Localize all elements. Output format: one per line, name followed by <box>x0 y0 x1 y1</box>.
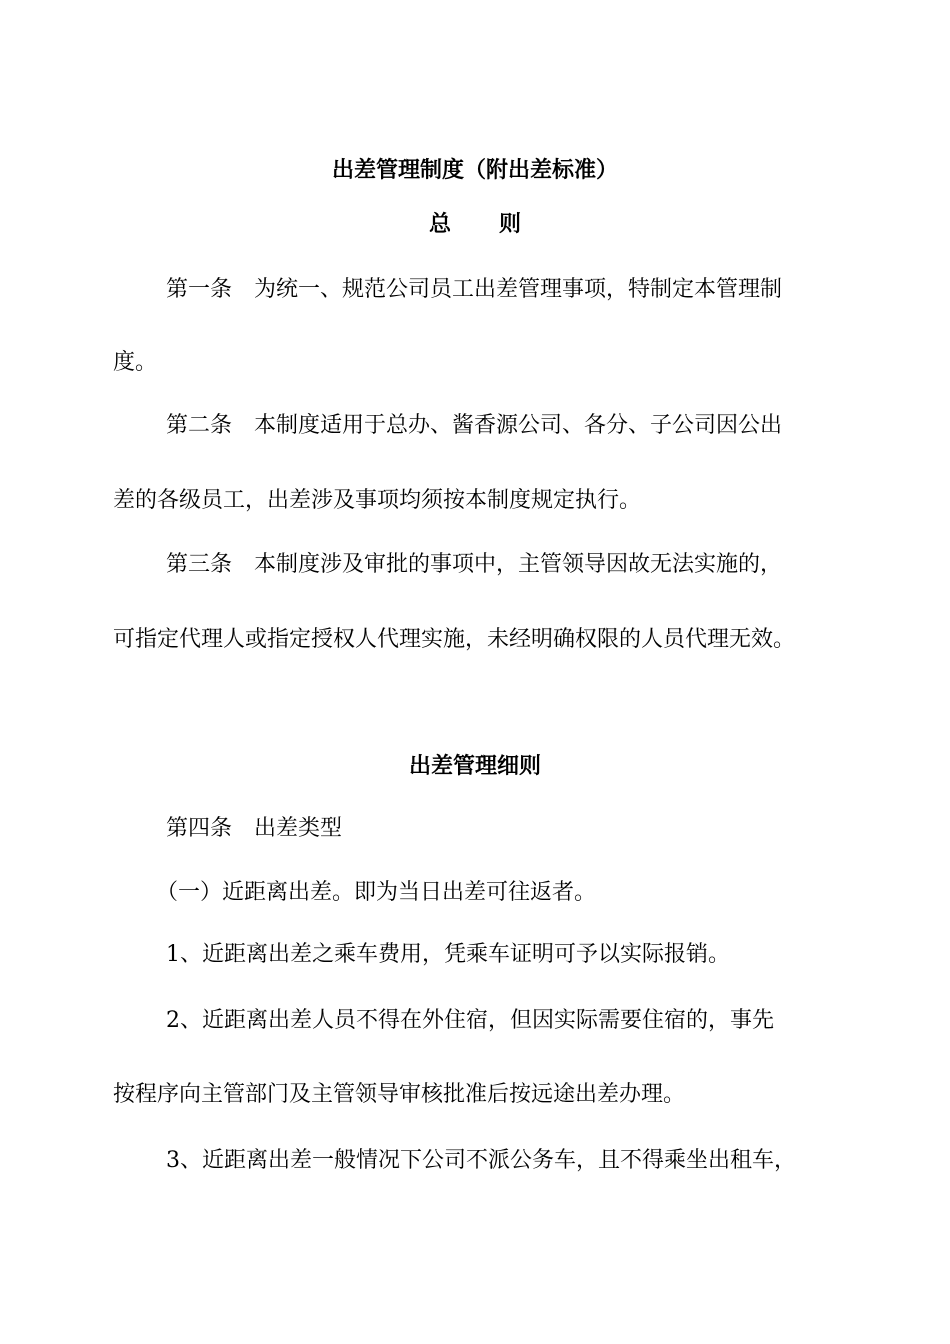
article-1-line-2: 度。 <box>113 350 158 375</box>
article-3-line-2: 可指定代理人或指定授权人代理实施，未经明确权限的人员代理无效。 <box>113 627 796 652</box>
subsection-1: （一）近距离出差。即为当日出差可往返者。 <box>156 880 597 905</box>
section-heading-right: 则 <box>499 212 522 237</box>
item-2-line-2: 按程序向主管部门及主管领导审核批准后按远途出差办理。 <box>113 1082 686 1107</box>
article-3-text: 本制度涉及审批的事项中，主管领导因故无法实施的， <box>254 552 783 577</box>
article-3-label: 第三条 <box>166 552 233 577</box>
item-2-line-1: 2、近距离出差人员不得在外住宿，但因实际需要住宿的，事先 <box>166 1008 774 1033</box>
article-4-line <box>166 814 342 844</box>
article-2-line-2: 差的各级员工，出差涉及事项均须按本制度规定执行。 <box>113 488 642 513</box>
article-4-label: 第四条 <box>166 816 233 841</box>
article-2-label: 第二条 <box>166 413 233 438</box>
item-3-line-1: 3、近距离出差一般情况下公司不派公务车，且不得乘坐出租车， <box>166 1148 796 1173</box>
article-1-line-1 <box>166 275 782 305</box>
article-2-text: 本制度适用于总办、酱香源公司、各分、子公司因公出 <box>254 413 783 438</box>
article-1-label: 第一条 <box>166 277 233 302</box>
document-title: 出差管理制度（附出差标准） <box>331 158 618 183</box>
article-2-line-1 <box>166 411 782 441</box>
article-1-text: 为统一、规范公司员工出差管理事项，特制定本管理制 <box>254 277 783 302</box>
article-3-line-1 <box>166 550 782 580</box>
article-4-text: 出差类型 <box>254 816 343 841</box>
section-heading-rules: 出差管理细则 <box>408 754 541 779</box>
item-1: 1、近距离出差之乘车费用，凭乘车证明可予以实际报销。 <box>166 942 730 967</box>
section-heading-left: 总 <box>428 212 451 237</box>
section-heading-general <box>0 210 950 240</box>
